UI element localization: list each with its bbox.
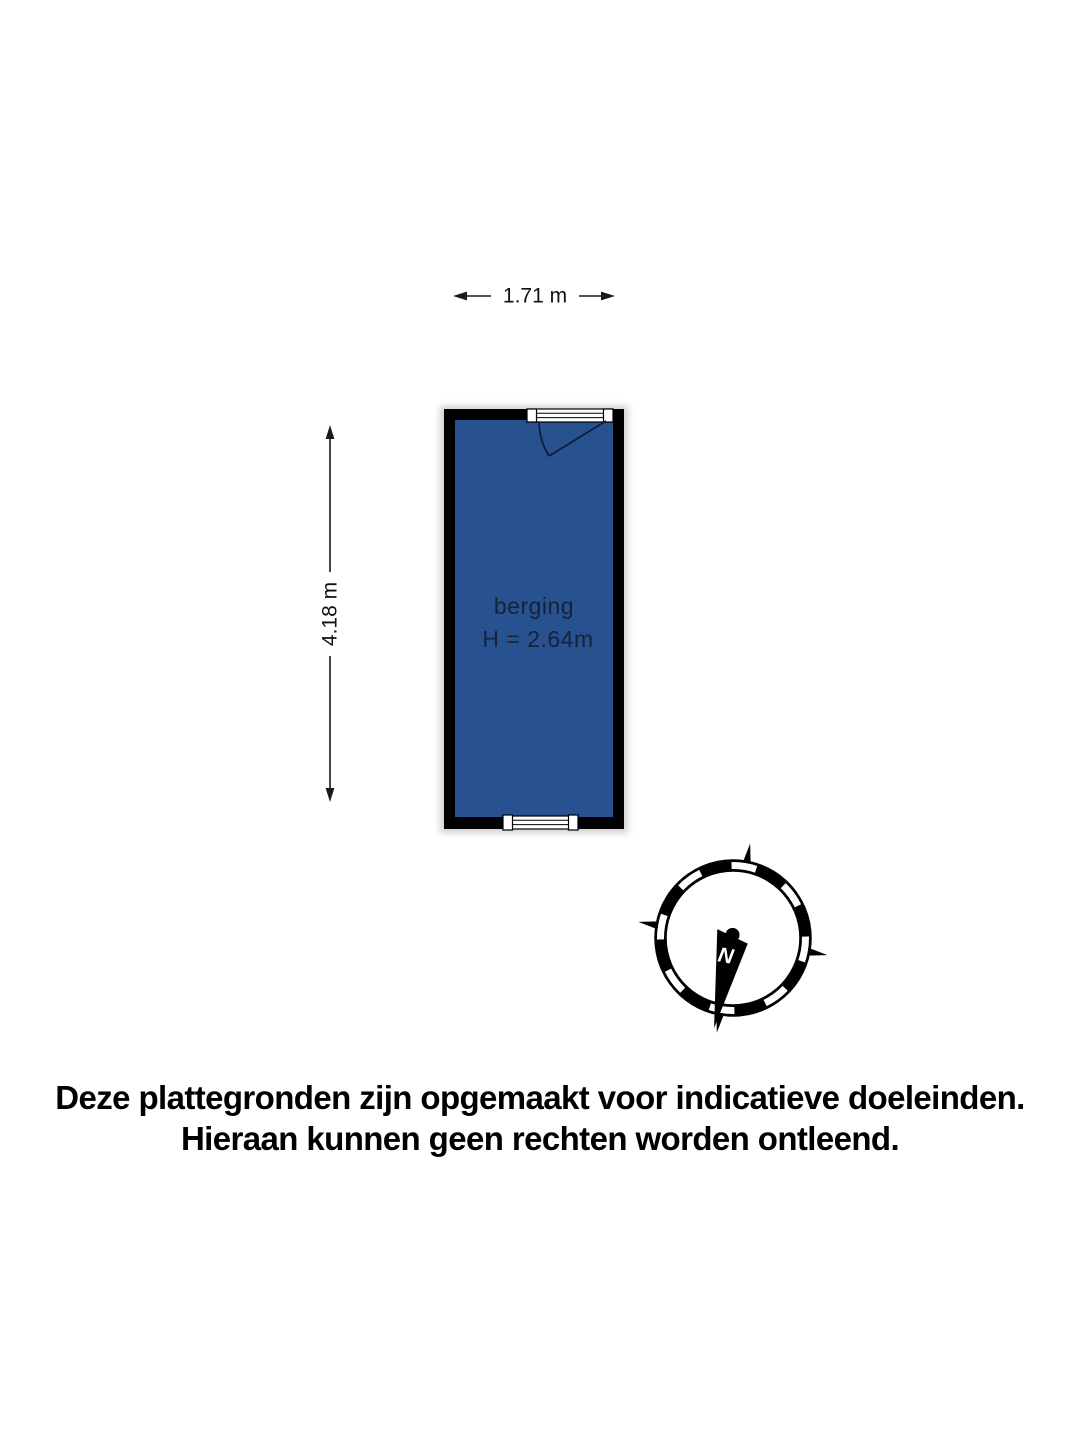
door-jamb-left xyxy=(527,409,537,422)
room-name-label: berging xyxy=(493,593,575,619)
compass-spike-top xyxy=(743,843,754,864)
disclaimer-line2: Hieraan kunnen geen rechten worden ontleend. xyxy=(180,1119,900,1157)
height-dimension-label: 4.18 m xyxy=(318,581,342,647)
compass-spike-right xyxy=(807,948,828,959)
window-jamb-left xyxy=(503,815,513,830)
disclaimer-line1: Deze plattegronden zijn opgemaakt voor indicatieve doeleinden. xyxy=(55,1079,1025,1116)
north-label: N xyxy=(716,943,736,969)
window xyxy=(503,815,578,830)
disclaimer xyxy=(0,1078,1080,1160)
arrow-up-icon xyxy=(326,425,335,439)
door-jamb-right xyxy=(604,409,614,422)
window-opening xyxy=(503,816,578,829)
door-opening xyxy=(527,409,613,422)
compass-spike-left xyxy=(638,918,659,929)
dimension-height xyxy=(319,425,342,802)
arrow-right-icon xyxy=(601,292,615,301)
room-height-label: H = 2.64m xyxy=(482,626,594,652)
arrow-left-icon xyxy=(453,292,467,301)
width-dimension-label: 1.71 m xyxy=(502,284,568,308)
compass-rose xyxy=(622,827,844,1049)
room-berging xyxy=(440,406,628,833)
window-jamb-right xyxy=(569,815,579,830)
arrow-down-icon xyxy=(326,788,335,802)
dimension-width xyxy=(453,285,615,308)
